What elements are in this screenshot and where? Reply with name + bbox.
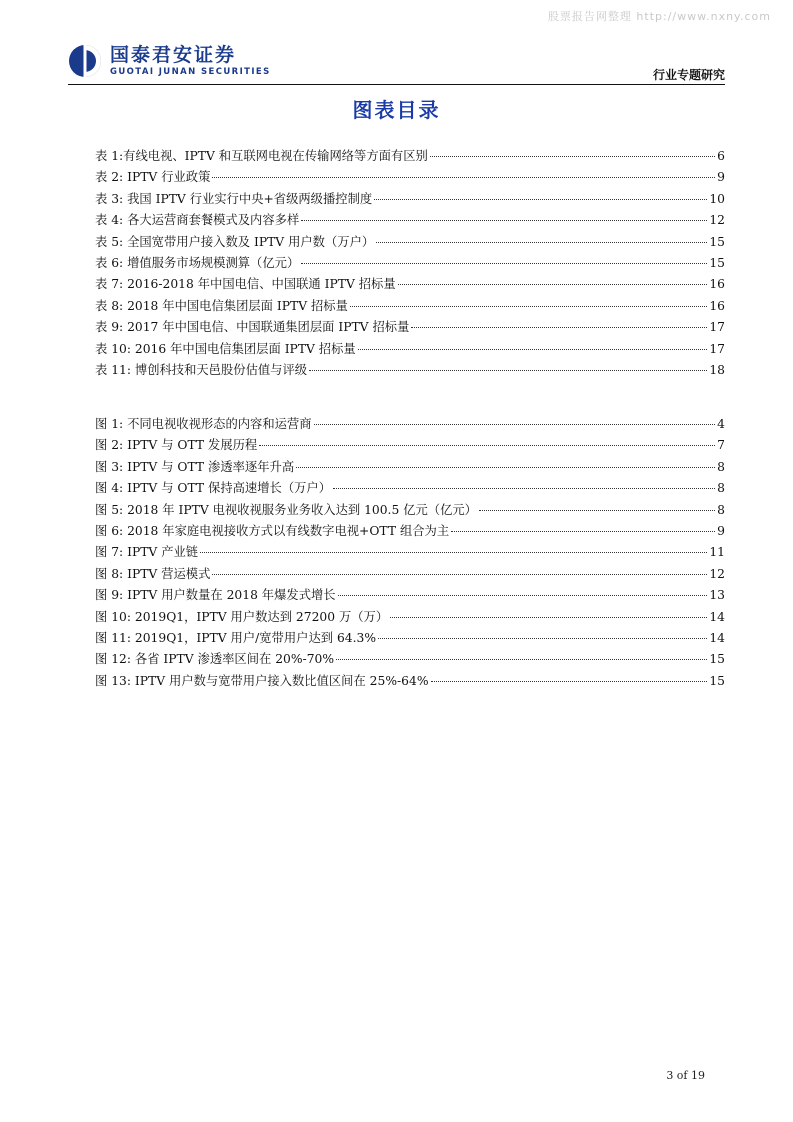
toc-entry-page: 8 [717, 502, 725, 517]
dot-leader [378, 638, 707, 639]
dot-leader [212, 177, 715, 178]
toc-entry-page: 8 [717, 459, 725, 474]
toc-entry-label: 图 7: IPTV 产业链 [95, 545, 199, 560]
figure-toc-entry[interactable] [95, 435, 725, 456]
toc-entry-label: 表 3: 我国 IPTV 行业实行中央+省级两级播控制度 [95, 191, 373, 206]
toc-entry-page: 16 [709, 298, 725, 313]
dot-leader [301, 263, 707, 264]
toc-entry-page: 14 [709, 630, 725, 645]
toc-entry-label: 图 2: IPTV 与 OTT 发展历程 [95, 438, 258, 453]
toc-entry-page: 4 [717, 417, 725, 431]
table-toc-entry[interactable] [95, 274, 725, 295]
dot-leader [333, 488, 715, 489]
toc-entry-page: 7 [717, 438, 725, 453]
toc-entry-page: 14 [709, 609, 725, 624]
table-toc-entry[interactable] [95, 339, 725, 360]
figure-toc-entry[interactable] [95, 521, 725, 542]
toc-entry-page: 9 [717, 523, 725, 538]
dot-leader [398, 284, 708, 285]
figure-toc-entry[interactable] [95, 585, 725, 606]
dot-leader [358, 349, 708, 350]
figure-toc-entry[interactable] [95, 500, 725, 521]
table-toc-entry[interactable] [95, 189, 725, 210]
toc-entry-page: 15 [709, 255, 725, 270]
figure-list [95, 414, 725, 692]
table-toc-entry[interactable] [95, 317, 725, 338]
dot-leader [350, 306, 707, 307]
dot-leader [296, 467, 715, 468]
dot-leader [212, 574, 707, 575]
table-toc-entry[interactable] [95, 146, 725, 167]
toc-entry-label: 图 5: 2018 年 IPTV 电视收视服务业务收入达到 100.5 亿元（亿元） [95, 502, 477, 517]
toc-entry-label: 图 13: IPTV 用户数与宽带用户接入数比值区间在 25%-64% [95, 673, 429, 688]
toc-entry-label: 图 6: 2018 年家庭电视接收方式以有线数字电视+OTT 组合为主 [95, 523, 450, 538]
dot-leader [430, 156, 715, 157]
watermark-text: 股票报告网整理 http://www.nxny.com [547, 10, 771, 23]
toc-entry-page: 10 [709, 191, 725, 206]
dot-leader [259, 445, 715, 446]
toc-entry-page: 11 [709, 545, 725, 560]
toc-entry-page: 17 [709, 341, 725, 356]
toc-entry-label: 图 1: 不同电视收视形态的内容和运营商 [95, 417, 312, 431]
dot-leader [376, 242, 707, 243]
dot-leader [411, 327, 707, 328]
dot-leader [431, 681, 708, 682]
toc-entry-page: 6 [717, 149, 725, 163]
dot-leader [200, 552, 707, 553]
table-toc-entry[interactable] [95, 232, 725, 253]
toc-entry-page: 16 [709, 277, 725, 292]
table-toc-entry[interactable] [95, 360, 725, 381]
table-toc-entry[interactable] [95, 210, 725, 231]
figure-toc-entry[interactable] [95, 564, 725, 585]
toc-entry-label: 表 6: 增值服务市场规模测算（亿元） [95, 255, 300, 270]
toc-entry-label: 图 11: 2019Q1，IPTV 用户/宽带用户达到 64.3% [95, 630, 377, 645]
toc-entry-label: 表 9: 2017 年中国电信、中国联通集团层面 IPTV 招标量 [95, 320, 410, 335]
logo-chinese-name: 国泰君安证券 [110, 44, 237, 66]
toc-entry-page: 15 [709, 673, 725, 688]
dot-leader [390, 617, 707, 618]
company-logo [68, 44, 271, 78]
toc-entry-page: 9 [717, 170, 725, 185]
dot-leader [309, 370, 707, 371]
toc-entry-page: 13 [709, 588, 725, 603]
figure-toc-entry[interactable] [95, 542, 725, 563]
toc-entry-page: 18 [709, 362, 725, 377]
header-divider [68, 84, 725, 85]
logo-emblem-icon [68, 44, 102, 78]
toc-entry-label: 表 7: 2016-2018 年中国电信、中国联通 IPTV 招标量 [95, 277, 396, 292]
table-toc-entry[interactable] [95, 296, 725, 317]
toc-entry-label: 图 12: 各省 IPTV 渗透率区间在 20%-70% [95, 652, 335, 667]
figure-toc-entry[interactable] [95, 414, 725, 435]
toc-entry-page: 15 [709, 652, 725, 667]
report-type-label: 行业专题研究 [652, 68, 725, 82]
toc-entry-label: 表 11: 博创科技和天邑股份估值与评级 [95, 362, 308, 377]
dot-leader [314, 424, 716, 425]
figure-toc-entry[interactable] [95, 478, 725, 499]
dot-leader [479, 510, 715, 511]
toc-entry-label: 表 10: 2016 年中国电信集团层面 IPTV 招标量 [95, 341, 356, 356]
toc-entry-label: 图 4: IPTV 与 OTT 保持高速增长（万户） [95, 481, 332, 496]
toc-entry-label: 表 5: 全国宽带用户接入数及 IPTV 用户数（万户） [95, 234, 375, 249]
figure-toc-entry[interactable] [95, 628, 725, 649]
toc-entry-label: 表 2: IPTV 行业政策 [95, 170, 211, 185]
toc-entry-page: 17 [709, 320, 725, 335]
dot-leader [338, 595, 708, 596]
dot-leader [374, 199, 707, 200]
dot-leader [301, 220, 707, 221]
figure-toc-entry[interactable] [95, 457, 725, 478]
toc-entry-label: 图 8: IPTV 营运模式 [95, 566, 211, 581]
figure-toc-entry[interactable] [95, 671, 725, 692]
logo-english-name: GUOTAI JUNAN SECURITIES [110, 67, 271, 77]
page-number: 3 of 19 [666, 1069, 705, 1082]
toc-entry-label: 图 3: IPTV 与 OTT 渗透率逐年升高 [95, 459, 295, 474]
toc-entry-page: 15 [709, 234, 725, 249]
dot-leader [451, 531, 715, 532]
toc-entry-label: 表 4: 各大运营商套餐模式及内容多样 [95, 213, 300, 228]
figure-toc-entry[interactable] [95, 649, 725, 670]
toc-entry-label: 图 9: IPTV 用户数量在 2018 年爆发式增长 [95, 588, 336, 603]
toc-entry-page: 12 [709, 566, 725, 581]
toc-entry-label: 表 1:有线电视、IPTV 和互联网电视在传输网络等方面有区别 [95, 149, 428, 163]
toc-entry-page: 12 [709, 213, 725, 228]
table-toc-entry[interactable] [95, 167, 725, 188]
toc-entry-page: 8 [717, 481, 725, 496]
dot-leader [336, 659, 707, 660]
page-title: 图表目录 [352, 98, 441, 122]
table-list [95, 146, 725, 381]
toc-entry-label: 图 10: 2019Q1，IPTV 用户数达到 27200 万（万） [95, 609, 389, 624]
toc-entry-label: 表 8: 2018 年中国电信集团层面 IPTV 招标量 [95, 298, 348, 313]
table-toc-entry[interactable] [95, 253, 725, 274]
figure-toc-entry[interactable] [95, 607, 725, 628]
